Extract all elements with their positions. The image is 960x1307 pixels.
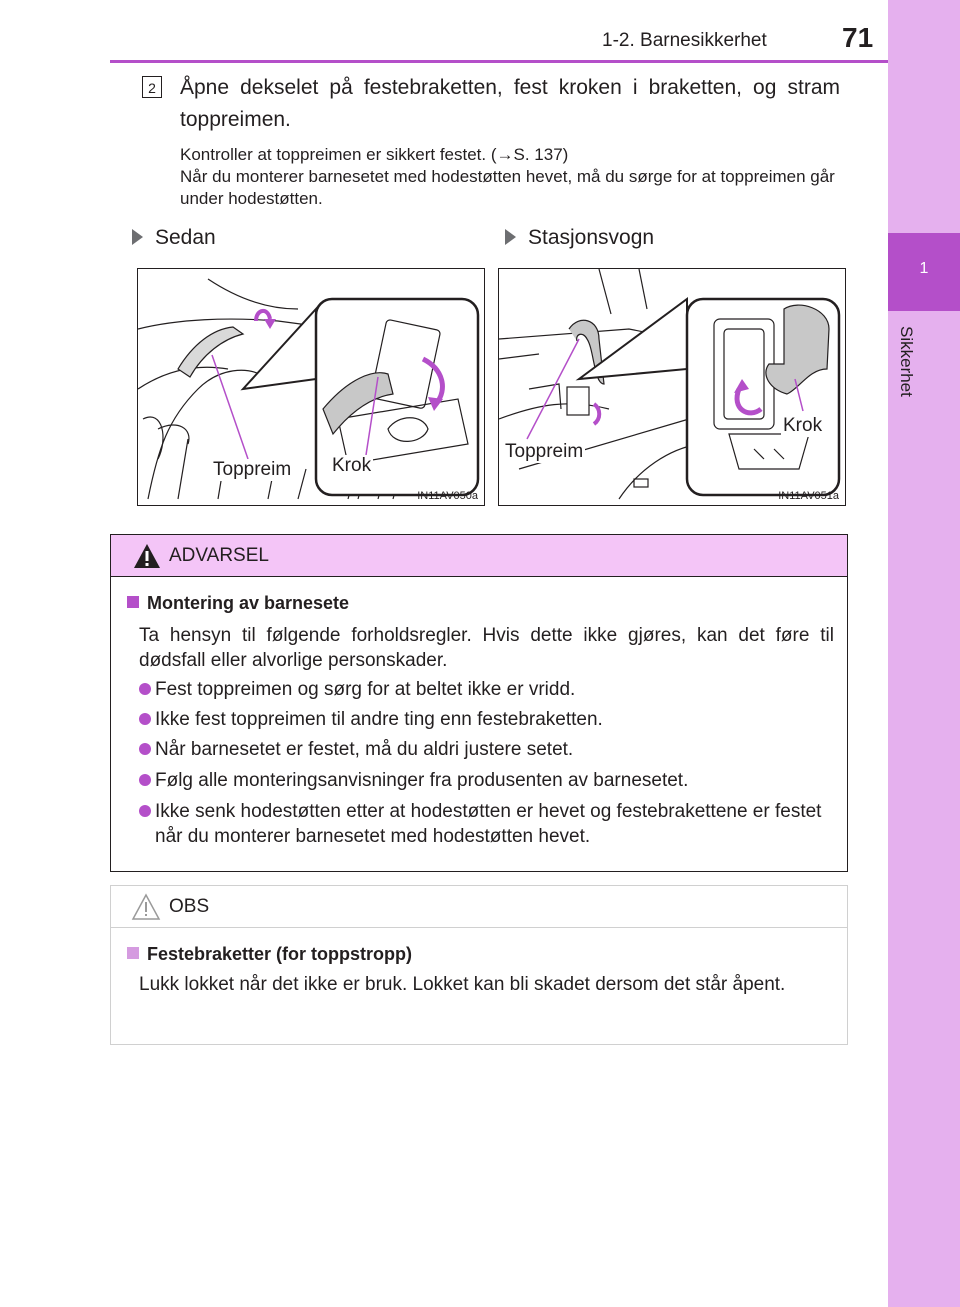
warning-bullet: Ikke fest toppreimen til andre ting enn festebraketten. — [139, 707, 839, 732]
warning-bullet: Fest toppreimen og sørg for at beltet ikke er vridd. — [139, 677, 839, 702]
notice-header — [111, 886, 847, 928]
step-instruction: Åpne dekselet på festebraketten, fest kroken i braketten, og stram toppreimen. — [180, 76, 840, 131]
figure-sedan — [137, 268, 485, 506]
step-number: 2 — [142, 76, 162, 98]
warning-bullet: Ikke senk hodestøtten etter at hodestøtten er hevet og festebrakettene er festet når du monterer barnesetet med hodestøtten hevet. — [139, 799, 839, 849]
figure-caption-sedan: Sedan — [132, 226, 216, 250]
callout-top-tether: Toppreim — [505, 441, 584, 462]
figure-code: IN11AV051a — [778, 490, 839, 502]
notice-subheading: Festebraketter (for toppstropp) — [127, 944, 412, 965]
square-bullet-icon — [127, 947, 139, 959]
dot-bullet-icon — [139, 683, 151, 695]
warning-box — [110, 534, 848, 872]
warning-bullet: Følg alle monteringsanvisninger fra produsenten av barnesetet. — [139, 768, 839, 793]
dot-bullet-icon — [139, 805, 151, 817]
notice-box — [110, 885, 848, 1045]
callout-top-tether: Toppreim — [213, 459, 292, 480]
dot-bullet-icon — [139, 743, 151, 755]
step-note-line: Kontroller at toppreimen er sikkert festet. (→S. 137) — [180, 145, 569, 164]
header-divider — [110, 60, 888, 63]
callout-hook: Krok — [783, 415, 823, 436]
triangle-bullet-icon — [505, 229, 516, 245]
warning-bullet: Når barnesetet er festet, må du aldri justere setet. — [139, 737, 839, 762]
wagon-illustration — [499, 269, 846, 506]
dot-bullet-icon — [139, 713, 151, 725]
chapter-label: Sikkerhet — [897, 326, 916, 397]
figure-wagon — [498, 268, 846, 506]
caution-icon — [131, 893, 161, 921]
chapter-side-tab — [888, 0, 960, 1307]
sedan-illustration — [138, 269, 485, 506]
section-title: 1-2. Barnesikkerhet — [602, 30, 767, 51]
square-bullet-icon — [127, 596, 139, 608]
warning-intro: Ta hensyn til følgende forholdsregler. Hvis dette ikke gjøres, kan det føre til dødsfall eller alvorlige personskader. — [139, 625, 834, 671]
step-note — [180, 144, 850, 210]
chapter-number: 1 — [919, 260, 929, 277]
step-note-line: Når du monterer barnesetet med hodestøtten hevet, må du sørge for at toppreimen går under hodestøtten. — [180, 167, 835, 208]
notice-title: OBS — [169, 896, 210, 917]
warning-subheading: Montering av barnesete — [127, 593, 349, 614]
warning-icon — [133, 543, 161, 569]
triangle-bullet-icon — [132, 229, 143, 245]
page-number: 71 — [842, 22, 874, 53]
dot-bullet-icon — [139, 774, 151, 786]
figure-code: IN11AV050a — [417, 490, 478, 502]
callout-hook: Krok — [332, 455, 372, 476]
warning-header — [111, 535, 847, 577]
figure-caption-wagon: Stasjonsvogn — [505, 226, 654, 250]
warning-title: ADVARSEL — [169, 545, 269, 566]
notice-text: Lukk lokket når det ikke er bruk. Lokket kan bli skadet dersom det står åpent. — [139, 974, 786, 995]
